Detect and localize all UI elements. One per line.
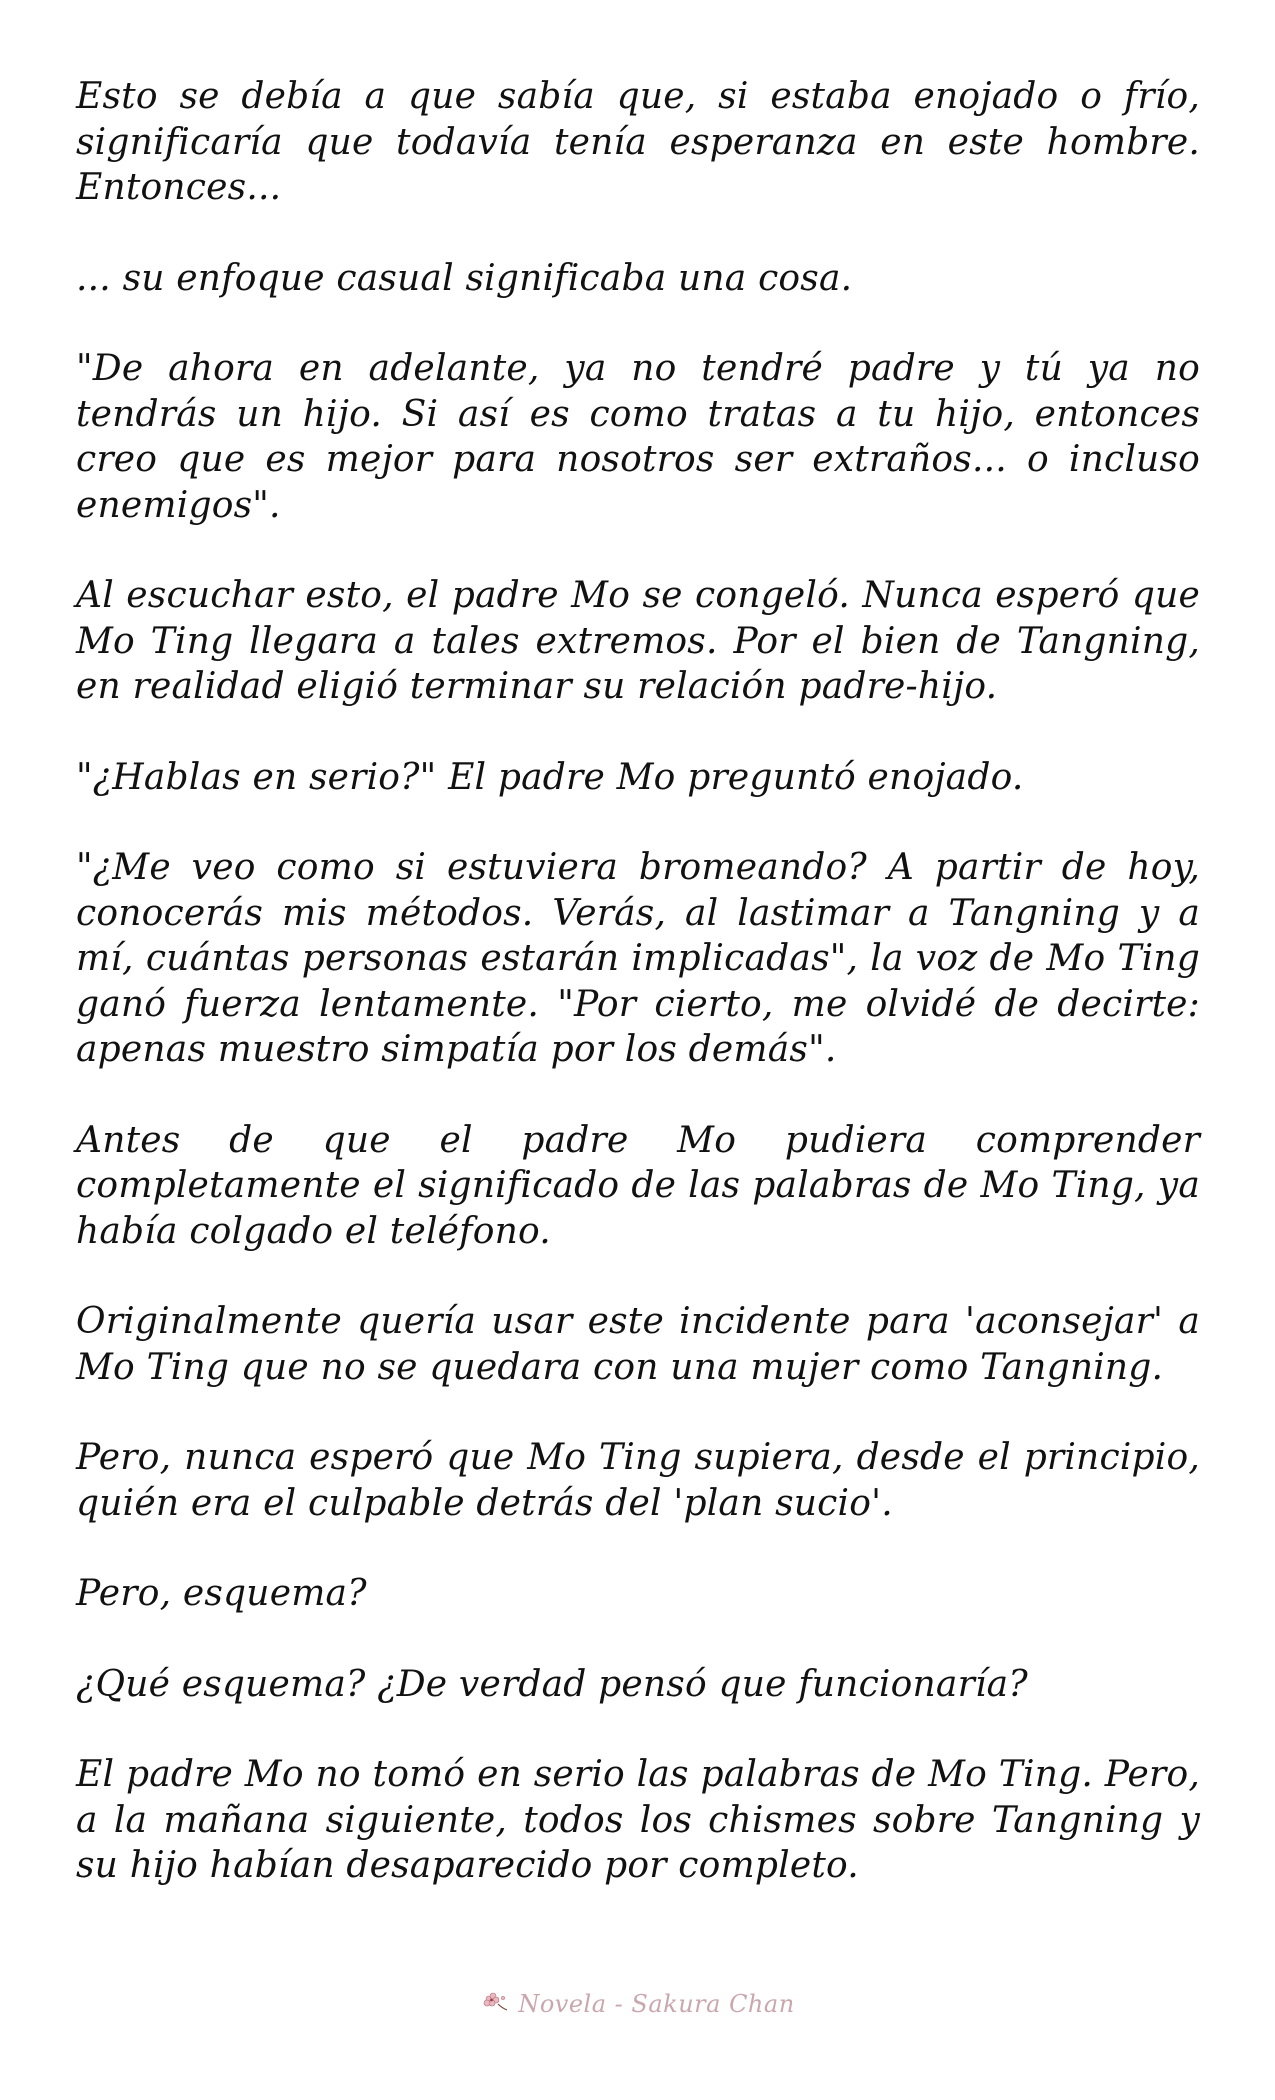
- paragraph-8: Originalmente quería usar este incidente para 'aconsejar' a Mo Ting que no se quedara con una mujer como Tangning.: [76, 1301, 1200, 1388]
- cherry-blossom-icon: [480, 1990, 510, 2016]
- paragraph-5: "¿Hablas en serio?" El padre Mo preguntó enojado.: [76, 756, 1024, 798]
- document-body: [76, 74, 1200, 1934]
- paragraph-6: "¿Me veo como si estuviera bromeando? A partir de hoy, conocerás mis métodos. Verás, al lastimar a Tangning y a mí, cuántas personas estarán implicadas", la voz de Mo Ting ganó fuerza lentamente. "Por cierto, me olvidé de decirte: apenas muestro simpatía por los demás".: [76, 847, 1200, 1070]
- paragraph-1: Esto se debía a que sabía que, si estaba enojado o frío, significaría que todavía tenía esperanza en este hombre. Entonces...: [76, 76, 1200, 208]
- paragraph-9: Pero, nunca esperó que Mo Ting supiera, desde el principio, quién era el culpable detrás del 'plan sucio'.: [76, 1437, 1200, 1524]
- watermark: [0, 1990, 1275, 2018]
- paragraph-11: ¿Qué esquema? ¿De verdad pensó que funcionaría?: [76, 1663, 1028, 1705]
- paragraph-3: "De ahora en adelante, ya no tendré padre y tú ya no tendrás un hijo. Si así es como tratas a tu hijo, entonces creo que es mejor para nosotros ser extraños... o incluso enemigos".: [76, 348, 1200, 526]
- watermark-text: Novela - Sakura Chan: [518, 1990, 795, 2018]
- paragraph-12: El padre Mo no tomó en serio las palabras de Mo Ting. Pero, a la mañana siguiente, todos los chismes sobre Tangning y su hijo habían desaparecido por completo.: [76, 1754, 1200, 1886]
- paragraph-10: Pero, esquema?: [76, 1573, 367, 1614]
- paragraph-7: Antes de que el padre Mo pudiera comprender completamente el significado de las palabras de Mo Ting, ya había colgado el teléfono.: [76, 1119, 1200, 1252]
- paragraph-4: Al escuchar esto, el padre Mo se congeló. Nunca esperó que Mo Ting llegara a tales extremos. Por el bien de Tangning, en realidad eligió terminar su relación padre-hijo.: [76, 575, 1200, 707]
- paragraph-2: ... su enfoque casual significaba una cosa.: [76, 257, 853, 299]
